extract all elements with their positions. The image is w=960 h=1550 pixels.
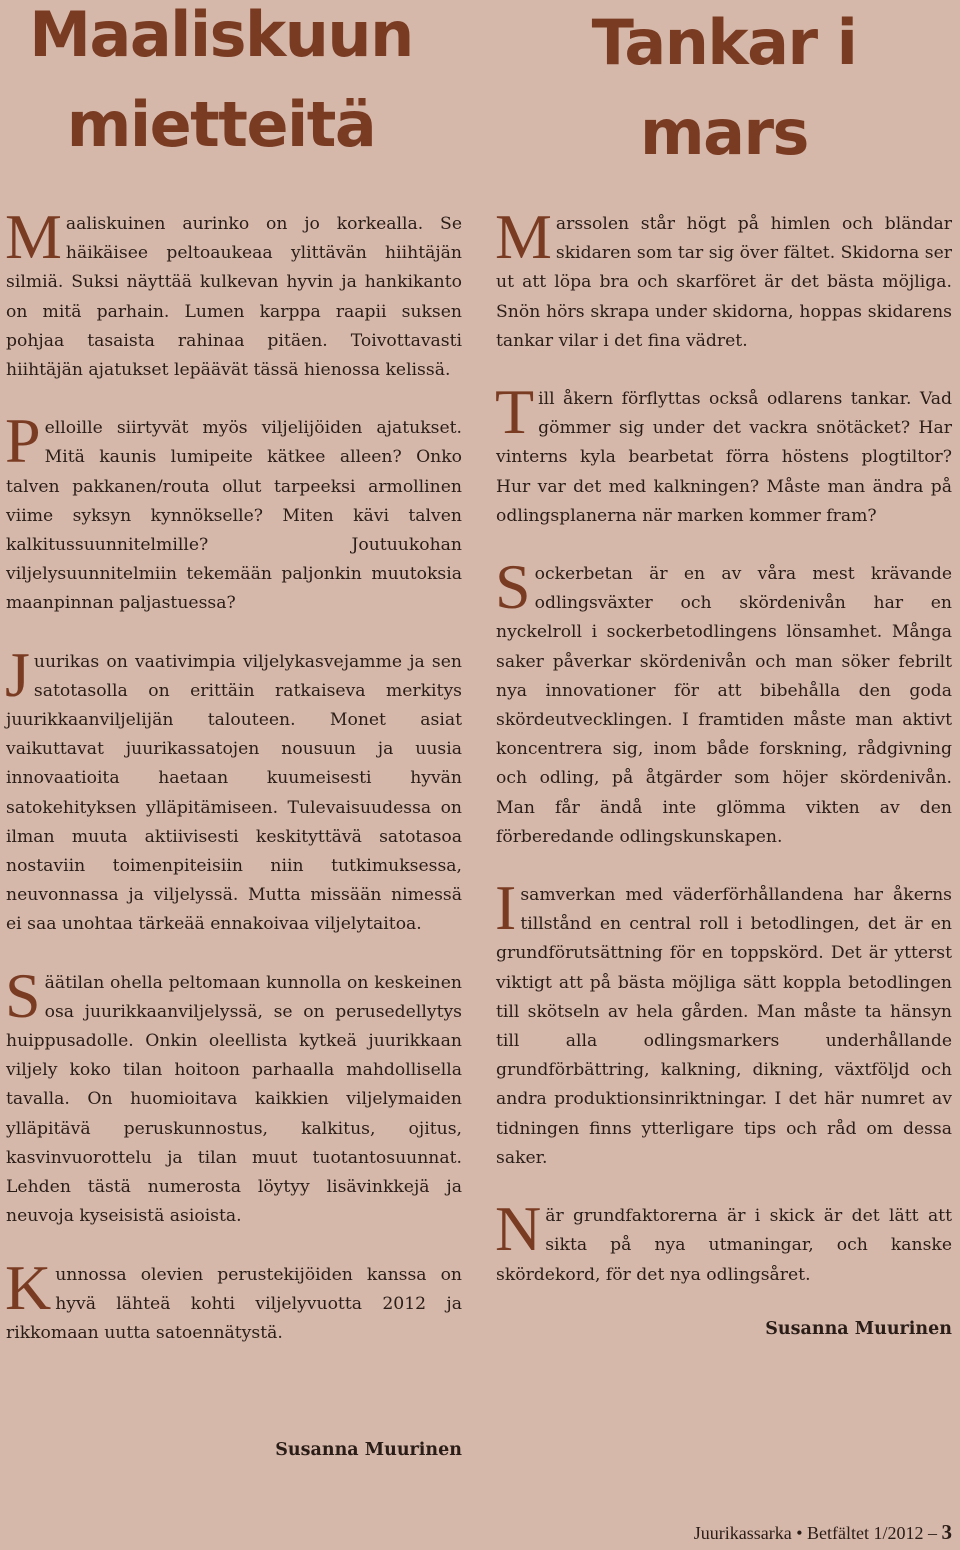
paragraph-text: elloille siirtyvät myös viljelijöiden ajatukset. Mitä kaunis lumipeite kätkee alleen? Onko talven pakkanen/routa ollut tarpeeksi armollinen viime syksyn kynnökselle? Miten kävi talven kalkitussuunnitelmille? Joutuukohan viljelysuunnitelmiin tekemään paljonkin muutoksia maanpinnan paljastuessa?	[6, 418, 462, 614]
finnish-title-line2: mietteitä	[66, 88, 376, 161]
swedish-signature: Susanna Muurinen	[765, 1318, 952, 1339]
drop-cap: P	[5, 405, 41, 477]
finnish-paragraph-3	[5, 638, 462, 940]
swedish-paragraph-3	[495, 551, 952, 852]
page-number: 3	[941, 1520, 952, 1544]
paragraph-text: samverkan med väderförhållandena har åkerns tillstånd en central roll i betodlingen, det är en grundförutsättning för en toppskörd. Det är ytterst viktigt att på bästa möjliga sätt koppla betodlingen till skötseln av hela gården. Man måste ta hänsyn till alla odlingsmarkers underhållande grundförbättring, kalkning, dikning, växtföljd och andra produktionsinriktningar. I det här numret av tidningen finns ytterligare tips och råd om dessa saker.	[496, 885, 952, 1168]
drop-cap: S	[495, 551, 531, 623]
finnish-paragraph-5	[5, 1251, 462, 1349]
drop-cap: S	[5, 959, 41, 1031]
drop-cap: M	[495, 201, 552, 272]
swedish-title	[496, 0, 952, 178]
drop-cap: J	[5, 638, 30, 710]
swedish-paragraph-2	[495, 376, 952, 531]
swedish-paragraph-5	[495, 1193, 952, 1290]
finnish-paragraph-1	[5, 201, 462, 385]
swedish-title-line1: Tankar i	[591, 6, 857, 79]
swedish-paragraph-1	[495, 201, 952, 356]
finnish-title-line1: Maaliskuun	[29, 0, 413, 71]
drop-cap: T	[495, 376, 535, 448]
drop-cap: K	[5, 1251, 52, 1323]
paragraph-text: aaliskuinen aurinko on jo korkealla. Se häikäisee peltoaukeaa ylittävän hiihtäjän silmiä. Suksi näyttää kulkevan hyvin ja hankikanto on mitä parhain. Lumen karppa raapii suksen pohjaa tasaista rahinaa pitäen. Toivottavasti hiihtäjän ajatukset lepäävät tässä hienossa kelissä.	[6, 214, 462, 381]
paragraph-text: arssolen står högt på himlen och bländar skidaren som tar sig över fältet. Skidorna ser ut att löpa bra och skarföret är det bästa möjliga. Snön hörs skrapa under skidorna, hoppas skidarens tankar vilar i det fina vädret.	[496, 214, 952, 351]
finnish-signature: Susanna Muurinen	[275, 1440, 462, 1460]
drop-cap: I	[495, 872, 517, 944]
footer-dash: –	[928, 1523, 937, 1543]
swedish-body	[495, 201, 952, 1339]
finnish-paragraph-4	[5, 959, 462, 1232]
swedish-paragraph-4	[495, 872, 952, 1173]
publication-name: Juurikassarka • Betfältet 1/2012	[693, 1523, 924, 1543]
page-footer	[694, 1520, 952, 1545]
paragraph-text: ill åkern förflyttas också odlarens tankar. Vad gömmer sig under det vackra snötäcket? Har vinterns kyla bearbetat förra höstens plogtiltor? Hur var det med kalkningen? Måste man ändra på odlingsplanerna när marken kommer fram?	[496, 389, 952, 526]
paragraph-text: unnossa olevien perustekijöiden kanssa on hyvä lähteä kohti viljelyvuotta 2012 ja rikkomaan uutta satoennätystä.	[6, 1264, 462, 1343]
drop-cap: N	[495, 1193, 542, 1265]
paragraph-text: äätilan ohella peltomaan kunnolla on keskeinen osa juurikkaanviljelyssä, se on perusedellytys huippusadolle. Onkin oleellista kytkeä juurikkaan viljely koko tilan hoitoon parhaalla mahdollisella tavalla. On huomioitava kaikkien viljelymaiden ylläpitävä peruskunnostus, kalkitus, ojitus, kasvinvuorottelu ja tilan muut tuotantosuunnat. Lehden tästä numerosta löytyy lisävinkkejä ja neuvoja kyseisistä asioista.	[6, 972, 462, 1227]
paragraph-text: uurikas on vaativimpia viljelykasvejamme ja sen satotasolla on erittäin ratkaiseva merkitys juurikkaanviljelijän talouteen. Monet asiat vaikuttavat juurikassatojen nousuun ja uusia innovaatioita haetaan kuumeisesti hyvän satokehityksen ylläpitämiseen. Tulevaisuudessa on ilman muuta aktiivisesti keskityttävä satotasoa nostaviin toimenpiteisiin niin tutkimuksessa, neuvonnassa ja viljelyssä. Mutta missään nimessä ei saa unohtaa tärkeää ennakoivaa viljelytaitoa.	[6, 651, 462, 935]
finnish-paragraph-2	[5, 405, 462, 618]
drop-cap: M	[5, 201, 62, 272]
paragraph-text: är grundfaktorerna är i skick är det lätt att sikta på nya utmaningar, och kanske skördekord, för det nya odlingsåret.	[496, 1206, 952, 1285]
finnish-title	[6, 0, 436, 170]
paragraph-text: ockerbetan är en av våra mest krävande odlingsväxter och skördenivån har en nyckelroll i sockerbetodlingens lönsamhet. Många saker påverkar skördenivån och man söker febrilt nya innovationer för att bibehålla den goda skördeutvecklingen. I framtiden måste man aktivt koncentrera sig, inom både forskning, rådgivning och odling, på åtgärder som höjer skördenivån. Man får ändå inte glömma vikten av den förberedande odlingskunskapen.	[496, 564, 952, 847]
finnish-body	[5, 201, 462, 1377]
swedish-title-line2: mars	[640, 96, 808, 169]
